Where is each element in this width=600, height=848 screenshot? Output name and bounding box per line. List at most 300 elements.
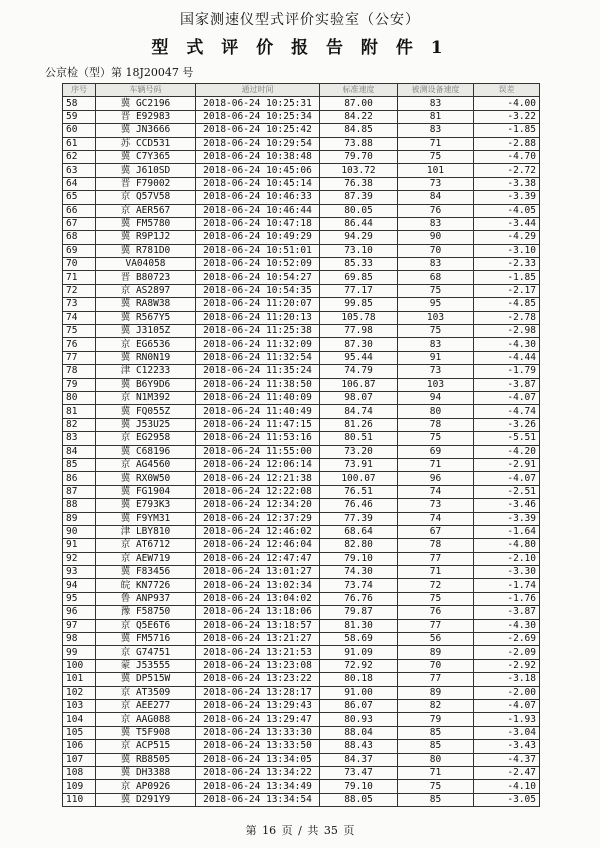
- cell-measured-speed: 94: [398, 391, 474, 404]
- cell-time: 2018-06-24 11:55:00: [196, 445, 320, 458]
- cell-error: -3.43: [474, 740, 540, 753]
- cell-measured-speed: 73: [398, 365, 474, 378]
- cell-seq: 106: [63, 740, 96, 753]
- cell-plate: 京 AP0926: [96, 780, 196, 793]
- col-header-standard-speed: 标准速度: [320, 84, 398, 97]
- cell-measured-speed: 91: [398, 351, 474, 364]
- cell-error: -1.85: [474, 271, 540, 284]
- cell-error: -4.00: [474, 97, 540, 110]
- cell-seq: 78: [63, 365, 96, 378]
- col-header-error: 误差: [474, 84, 540, 97]
- table-row: [63, 472, 540, 485]
- cell-plate: 京 Q57V58: [96, 191, 196, 204]
- cell-plate: 冀 RA8W38: [96, 298, 196, 311]
- cell-time: 2018-06-24 13:23:08: [196, 659, 320, 672]
- table-header: [63, 84, 540, 97]
- cell-plate: 京 N1M392: [96, 391, 196, 404]
- cell-seq: 66: [63, 204, 96, 217]
- table-row: [63, 365, 540, 378]
- cell-time: 2018-06-24 13:01:27: [196, 566, 320, 579]
- cell-measured-speed: 89: [398, 646, 474, 659]
- cell-plate: 京 EG6536: [96, 338, 196, 351]
- cell-seq: 64: [63, 177, 96, 190]
- cell-measured-speed: 77: [398, 552, 474, 565]
- cell-error: -1.93: [474, 713, 540, 726]
- cell-plate: 冀 F83456: [96, 566, 196, 579]
- cell-error: -3.26: [474, 418, 540, 431]
- table-row: [63, 284, 540, 297]
- table-row: [63, 606, 540, 619]
- cell-time: 2018-06-24 11:47:15: [196, 418, 320, 431]
- cell-time: 2018-06-24 10:45:14: [196, 177, 320, 190]
- cell-error: -4.07: [474, 699, 540, 712]
- cell-error: -2.09: [474, 646, 540, 659]
- cell-error: -3.87: [474, 606, 540, 619]
- cell-measured-speed: 76: [398, 606, 474, 619]
- cell-time: 2018-06-24 13:28:17: [196, 686, 320, 699]
- table-row: [63, 793, 540, 806]
- cell-error: -3.22: [474, 110, 540, 123]
- table-row: [63, 619, 540, 632]
- cell-time: 2018-06-24 10:25:31: [196, 97, 320, 110]
- table-row: [63, 539, 540, 552]
- cell-measured-speed: 75: [398, 592, 474, 605]
- cell-standard-speed: 77.39: [320, 512, 398, 525]
- cell-standard-speed: 80.93: [320, 713, 398, 726]
- cell-seq: 98: [63, 633, 96, 646]
- cell-seq: 69: [63, 244, 96, 257]
- cell-measured-speed: 83: [398, 338, 474, 351]
- cell-time: 2018-06-24 11:20:07: [196, 298, 320, 311]
- cell-standard-speed: 106.87: [320, 378, 398, 391]
- cell-measured-speed: 69: [398, 445, 474, 458]
- cell-measured-speed: 75: [398, 150, 474, 163]
- cell-measured-speed: 80: [398, 405, 474, 418]
- cell-seq: 83: [63, 432, 96, 445]
- table-row: [63, 458, 540, 471]
- cell-time: 2018-06-24 10:54:35: [196, 284, 320, 297]
- table-row: [63, 271, 540, 284]
- report-subtitle: 型 式 评 价 报 告 附 件 1: [151, 38, 449, 58]
- cell-time: 2018-06-24 12:22:08: [196, 485, 320, 498]
- cell-plate: 晋 B80723: [96, 271, 196, 284]
- cell-standard-speed: 91.00: [320, 686, 398, 699]
- cell-time: 2018-06-24 13:23:22: [196, 673, 320, 686]
- cell-seq: 75: [63, 325, 96, 338]
- cell-standard-speed: 74.30: [320, 566, 398, 579]
- cell-time: 2018-06-24 12:46:02: [196, 525, 320, 538]
- cell-seq: 105: [63, 726, 96, 739]
- cell-error: -3.18: [474, 673, 540, 686]
- cell-error: -1.74: [474, 579, 540, 592]
- cell-plate: 冀 B6Y9D6: [96, 378, 196, 391]
- cell-time: 2018-06-24 13:34:49: [196, 780, 320, 793]
- table-row: [63, 311, 540, 324]
- table-row: [63, 351, 540, 364]
- cell-time: 2018-06-24 10:38:48: [196, 150, 320, 163]
- cell-error: -4.37: [474, 753, 540, 766]
- cell-time: 2018-06-24 10:45:06: [196, 164, 320, 177]
- cell-standard-speed: 72.92: [320, 659, 398, 672]
- cell-plate: 冀 R9P1J2: [96, 231, 196, 244]
- cell-seq: 95: [63, 592, 96, 605]
- cell-plate: 冀 FQ055Z: [96, 405, 196, 418]
- cell-standard-speed: 87.30: [320, 338, 398, 351]
- cell-measured-speed: 71: [398, 566, 474, 579]
- cell-measured-speed: 103: [398, 378, 474, 391]
- cell-measured-speed: 74: [398, 512, 474, 525]
- cell-error: -2.17: [474, 284, 540, 297]
- cell-plate: 蒙 J53555: [96, 659, 196, 672]
- cell-time: 2018-06-24 13:04:02: [196, 592, 320, 605]
- cell-standard-speed: 88.43: [320, 740, 398, 753]
- cell-plate: 冀 J3105Z: [96, 325, 196, 338]
- cell-error: -2.88: [474, 137, 540, 150]
- cell-seq: 86: [63, 472, 96, 485]
- cell-seq: 102: [63, 686, 96, 699]
- cell-standard-speed: 103.72: [320, 164, 398, 177]
- cell-standard-speed: 79.87: [320, 606, 398, 619]
- cell-standard-speed: 98.07: [320, 391, 398, 404]
- cell-time: 2018-06-24 11:38:50: [196, 378, 320, 391]
- cell-measured-speed: 70: [398, 244, 474, 257]
- cell-measured-speed: 72: [398, 579, 474, 592]
- cell-measured-speed: 75: [398, 325, 474, 338]
- cell-standard-speed: 84.85: [320, 124, 398, 137]
- cell-standard-speed: 87.39: [320, 191, 398, 204]
- cell-measured-speed: 85: [398, 793, 474, 806]
- cell-measured-speed: 80: [398, 753, 474, 766]
- cell-standard-speed: 84.37: [320, 753, 398, 766]
- cell-standard-speed: 95.44: [320, 351, 398, 364]
- table-row: [63, 244, 540, 257]
- cell-standard-speed: 74.79: [320, 365, 398, 378]
- cell-seq: 108: [63, 766, 96, 779]
- cell-seq: 96: [63, 606, 96, 619]
- cell-plate: 冀 FM5716: [96, 633, 196, 646]
- cell-standard-speed: 76.76: [320, 592, 398, 605]
- cell-plate: 冀 RX0W50: [96, 472, 196, 485]
- cell-measured-speed: 95: [398, 298, 474, 311]
- cell-seq: 89: [63, 512, 96, 525]
- cell-error: -3.05: [474, 793, 540, 806]
- cell-measured-speed: 81: [398, 110, 474, 123]
- table-body: [63, 97, 540, 807]
- cell-time: 2018-06-24 10:25:42: [196, 124, 320, 137]
- cell-measured-speed: 83: [398, 217, 474, 230]
- cell-measured-speed: 67: [398, 525, 474, 538]
- cell-plate: 京 AEW719: [96, 552, 196, 565]
- cell-plate: 京 G74751: [96, 646, 196, 659]
- cell-plate: 京 EG2958: [96, 432, 196, 445]
- cell-error: -4.10: [474, 780, 540, 793]
- cell-measured-speed: 75: [398, 780, 474, 793]
- table-row: [63, 686, 540, 699]
- table-row: [63, 110, 540, 123]
- table-row: [63, 405, 540, 418]
- cell-seq: 99: [63, 646, 96, 659]
- cell-time: 2018-06-24 10:25:34: [196, 110, 320, 123]
- cell-standard-speed: 73.20: [320, 445, 398, 458]
- cell-standard-speed: 80.05: [320, 204, 398, 217]
- cell-measured-speed: 78: [398, 539, 474, 552]
- cell-standard-speed: 77.17: [320, 284, 398, 297]
- cell-plate: 冀 D291Y9: [96, 793, 196, 806]
- cell-measured-speed: 96: [398, 472, 474, 485]
- cell-time: 2018-06-24 13:34:22: [196, 766, 320, 779]
- cell-standard-speed: 79.10: [320, 552, 398, 565]
- cell-measured-speed: 83: [398, 124, 474, 137]
- col-header-seq: 序号: [63, 84, 96, 97]
- cell-plate: 冀 C68196: [96, 445, 196, 458]
- cell-measured-speed: 70: [398, 659, 474, 672]
- cell-error: -2.00: [474, 686, 540, 699]
- cell-seq: 70: [63, 258, 96, 271]
- cell-time: 2018-06-24 10:46:33: [196, 191, 320, 204]
- table-row: [63, 150, 540, 163]
- cell-standard-speed: 73.91: [320, 458, 398, 471]
- cell-seq: 63: [63, 164, 96, 177]
- cell-standard-speed: 91.09: [320, 646, 398, 659]
- table-row: [63, 740, 540, 753]
- cell-error: -4.85: [474, 298, 540, 311]
- cell-time: 2018-06-24 10:51:01: [196, 244, 320, 257]
- table-row: [63, 177, 540, 190]
- table-row: [63, 753, 540, 766]
- cell-time: 2018-06-24 13:21:53: [196, 646, 320, 659]
- cell-time: 2018-06-24 12:47:47: [196, 552, 320, 565]
- cell-seq: 109: [63, 780, 96, 793]
- cell-standard-speed: 77.98: [320, 325, 398, 338]
- cell-plate: 京 AAG088: [96, 713, 196, 726]
- cell-time: 2018-06-24 10:49:29: [196, 231, 320, 244]
- cell-error: -3.87: [474, 378, 540, 391]
- cell-plate: 冀 JN3666: [96, 124, 196, 137]
- cell-time: 2018-06-24 10:46:44: [196, 204, 320, 217]
- table-row: [63, 780, 540, 793]
- cell-seq: 80: [63, 391, 96, 404]
- table-row: [63, 217, 540, 230]
- cell-time: 2018-06-24 11:40:09: [196, 391, 320, 404]
- cell-seq: 62: [63, 150, 96, 163]
- cell-time: 2018-06-24 10:52:09: [196, 258, 320, 271]
- cell-plate: 冀 F9YM31: [96, 512, 196, 525]
- table-row: [63, 699, 540, 712]
- cell-time: 2018-06-24 11:40:49: [196, 405, 320, 418]
- cell-error: -2.72: [474, 164, 540, 177]
- cell-plate: 冀 DH3388: [96, 766, 196, 779]
- cell-plate: 冀 GC2196: [96, 97, 196, 110]
- cell-plate: 冀 R567Y5: [96, 311, 196, 324]
- table-row: [63, 164, 540, 177]
- cell-plate: 冀 J610SD: [96, 164, 196, 177]
- table-row: [63, 418, 540, 431]
- cell-measured-speed: 76: [398, 204, 474, 217]
- table-row: [63, 485, 540, 498]
- cell-seq: 104: [63, 713, 96, 726]
- cell-standard-speed: 105.78: [320, 311, 398, 324]
- cell-standard-speed: 69.85: [320, 271, 398, 284]
- cell-error: -4.20: [474, 445, 540, 458]
- cell-seq: 65: [63, 191, 96, 204]
- cell-standard-speed: 79.10: [320, 780, 398, 793]
- table-row: [63, 445, 540, 458]
- cell-error: -1.79: [474, 365, 540, 378]
- table-row: [63, 378, 540, 391]
- cell-error: -1.76: [474, 592, 540, 605]
- cell-measured-speed: 101: [398, 164, 474, 177]
- table-row: [63, 97, 540, 110]
- cell-error: -4.74: [474, 405, 540, 418]
- cell-measured-speed: 78: [398, 418, 474, 431]
- cell-standard-speed: 76.46: [320, 499, 398, 512]
- cell-standard-speed: 82.80: [320, 539, 398, 552]
- cell-plate: 冀 FG1904: [96, 485, 196, 498]
- cell-plate: 冀 R781D0: [96, 244, 196, 257]
- cell-time: 2018-06-24 12:06:14: [196, 458, 320, 471]
- cell-error: -5.51: [474, 432, 540, 445]
- cell-error: -4.80: [474, 539, 540, 552]
- cell-plate: 晋 F79002: [96, 177, 196, 190]
- cell-seq: 88: [63, 499, 96, 512]
- cell-seq: 79: [63, 378, 96, 391]
- document-number: 公京检（型）第 18J20047 号: [45, 66, 194, 79]
- cell-standard-speed: 86.07: [320, 699, 398, 712]
- cell-standard-speed: 81.30: [320, 619, 398, 632]
- cell-error: -1.85: [474, 124, 540, 137]
- cell-standard-speed: 81.26: [320, 418, 398, 431]
- cell-time: 2018-06-24 10:29:54: [196, 137, 320, 150]
- table-row: [63, 338, 540, 351]
- cell-standard-speed: 85.33: [320, 258, 398, 271]
- cell-measured-speed: 82: [398, 699, 474, 712]
- cell-standard-speed: 87.00: [320, 97, 398, 110]
- cell-seq: 87: [63, 485, 96, 498]
- cell-standard-speed: 73.47: [320, 766, 398, 779]
- cell-seq: 107: [63, 753, 96, 766]
- cell-seq: 68: [63, 231, 96, 244]
- cell-measured-speed: 73: [398, 499, 474, 512]
- cell-standard-speed: 79.70: [320, 150, 398, 163]
- cell-standard-speed: 86.44: [320, 217, 398, 230]
- table-row: [63, 124, 540, 137]
- col-header-time: 通过时间: [196, 84, 320, 97]
- cell-time: 2018-06-24 12:21:38: [196, 472, 320, 485]
- cell-plate: 冀 E793K3: [96, 499, 196, 512]
- cell-error: -2.47: [474, 766, 540, 779]
- cell-time: 2018-06-24 13:18:06: [196, 606, 320, 619]
- cell-time: 2018-06-24 13:34:05: [196, 753, 320, 766]
- cell-plate: 冀 RB8505: [96, 753, 196, 766]
- cell-seq: 93: [63, 566, 96, 579]
- table-row: [63, 231, 540, 244]
- header-row: [63, 84, 540, 97]
- table-row: [63, 258, 540, 271]
- cell-measured-speed: 71: [398, 137, 474, 150]
- cell-time: 2018-06-24 10:47:18: [196, 217, 320, 230]
- cell-plate: 京 AEE277: [96, 699, 196, 712]
- cell-seq: 90: [63, 525, 96, 538]
- cell-time: 2018-06-24 11:32:09: [196, 338, 320, 351]
- cell-seq: 101: [63, 673, 96, 686]
- cell-error: -3.44: [474, 217, 540, 230]
- cell-plate: VA04058: [96, 258, 196, 271]
- cell-time: 2018-06-24 13:33:30: [196, 726, 320, 739]
- cell-plate: 冀 T5F908: [96, 726, 196, 739]
- cell-time: 2018-06-24 11:32:54: [196, 351, 320, 364]
- cell-time: 2018-06-24 12:46:04: [196, 539, 320, 552]
- cell-measured-speed: 83: [398, 258, 474, 271]
- cell-error: -2.10: [474, 552, 540, 565]
- cell-time: 2018-06-24 10:54:27: [196, 271, 320, 284]
- cell-error: -3.39: [474, 191, 540, 204]
- cell-standard-speed: 80.18: [320, 673, 398, 686]
- cell-seq: 76: [63, 338, 96, 351]
- cell-seq: 67: [63, 217, 96, 230]
- cell-error: -2.98: [474, 325, 540, 338]
- cell-seq: 71: [63, 271, 96, 284]
- cell-plate: 冀 RN0N19: [96, 351, 196, 364]
- cell-time: 2018-06-24 12:37:29: [196, 512, 320, 525]
- cell-plate: 津 LBY810: [96, 525, 196, 538]
- table-row: [63, 646, 540, 659]
- cell-measured-speed: 85: [398, 740, 474, 753]
- cell-standard-speed: 84.74: [320, 405, 398, 418]
- cell-seq: 85: [63, 458, 96, 471]
- cell-plate: 京 ACP515: [96, 740, 196, 753]
- cell-measured-speed: 79: [398, 713, 474, 726]
- cell-time: 2018-06-24 13:02:34: [196, 579, 320, 592]
- table-row: [63, 191, 540, 204]
- cell-standard-speed: 73.74: [320, 579, 398, 592]
- cell-standard-speed: 80.51: [320, 432, 398, 445]
- cell-time: 2018-06-24 13:29:43: [196, 699, 320, 712]
- cell-error: -2.78: [474, 311, 540, 324]
- cell-error: -3.39: [474, 512, 540, 525]
- col-header-plate: 车辆号码: [96, 84, 196, 97]
- cell-measured-speed: 73: [398, 177, 474, 190]
- cell-seq: 58: [63, 97, 96, 110]
- cell-measured-speed: 75: [398, 432, 474, 445]
- table-row: [63, 713, 540, 726]
- cell-time: 2018-06-24 13:34:54: [196, 793, 320, 806]
- cell-seq: 61: [63, 137, 96, 150]
- table-row: [63, 766, 540, 779]
- cell-time: 2018-06-24 11:20:13: [196, 311, 320, 324]
- col-header-measured-speed: 被测设备速度: [398, 84, 474, 97]
- table-row: [63, 633, 540, 646]
- cell-seq: 72: [63, 284, 96, 297]
- cell-measured-speed: 75: [398, 284, 474, 297]
- cell-error: -4.44: [474, 351, 540, 364]
- cell-seq: 103: [63, 699, 96, 712]
- cell-plate: 鲁 ANP937: [96, 592, 196, 605]
- cell-measured-speed: 85: [398, 726, 474, 739]
- cell-error: -3.46: [474, 499, 540, 512]
- table-row: [63, 552, 540, 565]
- cell-error: -2.33: [474, 258, 540, 271]
- cell-seq: 73: [63, 298, 96, 311]
- table-row: [63, 726, 540, 739]
- cell-error: -4.29: [474, 231, 540, 244]
- cell-plate: 冀 J53U25: [96, 418, 196, 431]
- cell-standard-speed: 100.07: [320, 472, 398, 485]
- cell-error: -4.70: [474, 150, 540, 163]
- cell-plate: 京 AT6712: [96, 539, 196, 552]
- cell-plate: 皖 KN7726: [96, 579, 196, 592]
- cell-plate: 晋 E92983: [96, 110, 196, 123]
- table-row: [63, 499, 540, 512]
